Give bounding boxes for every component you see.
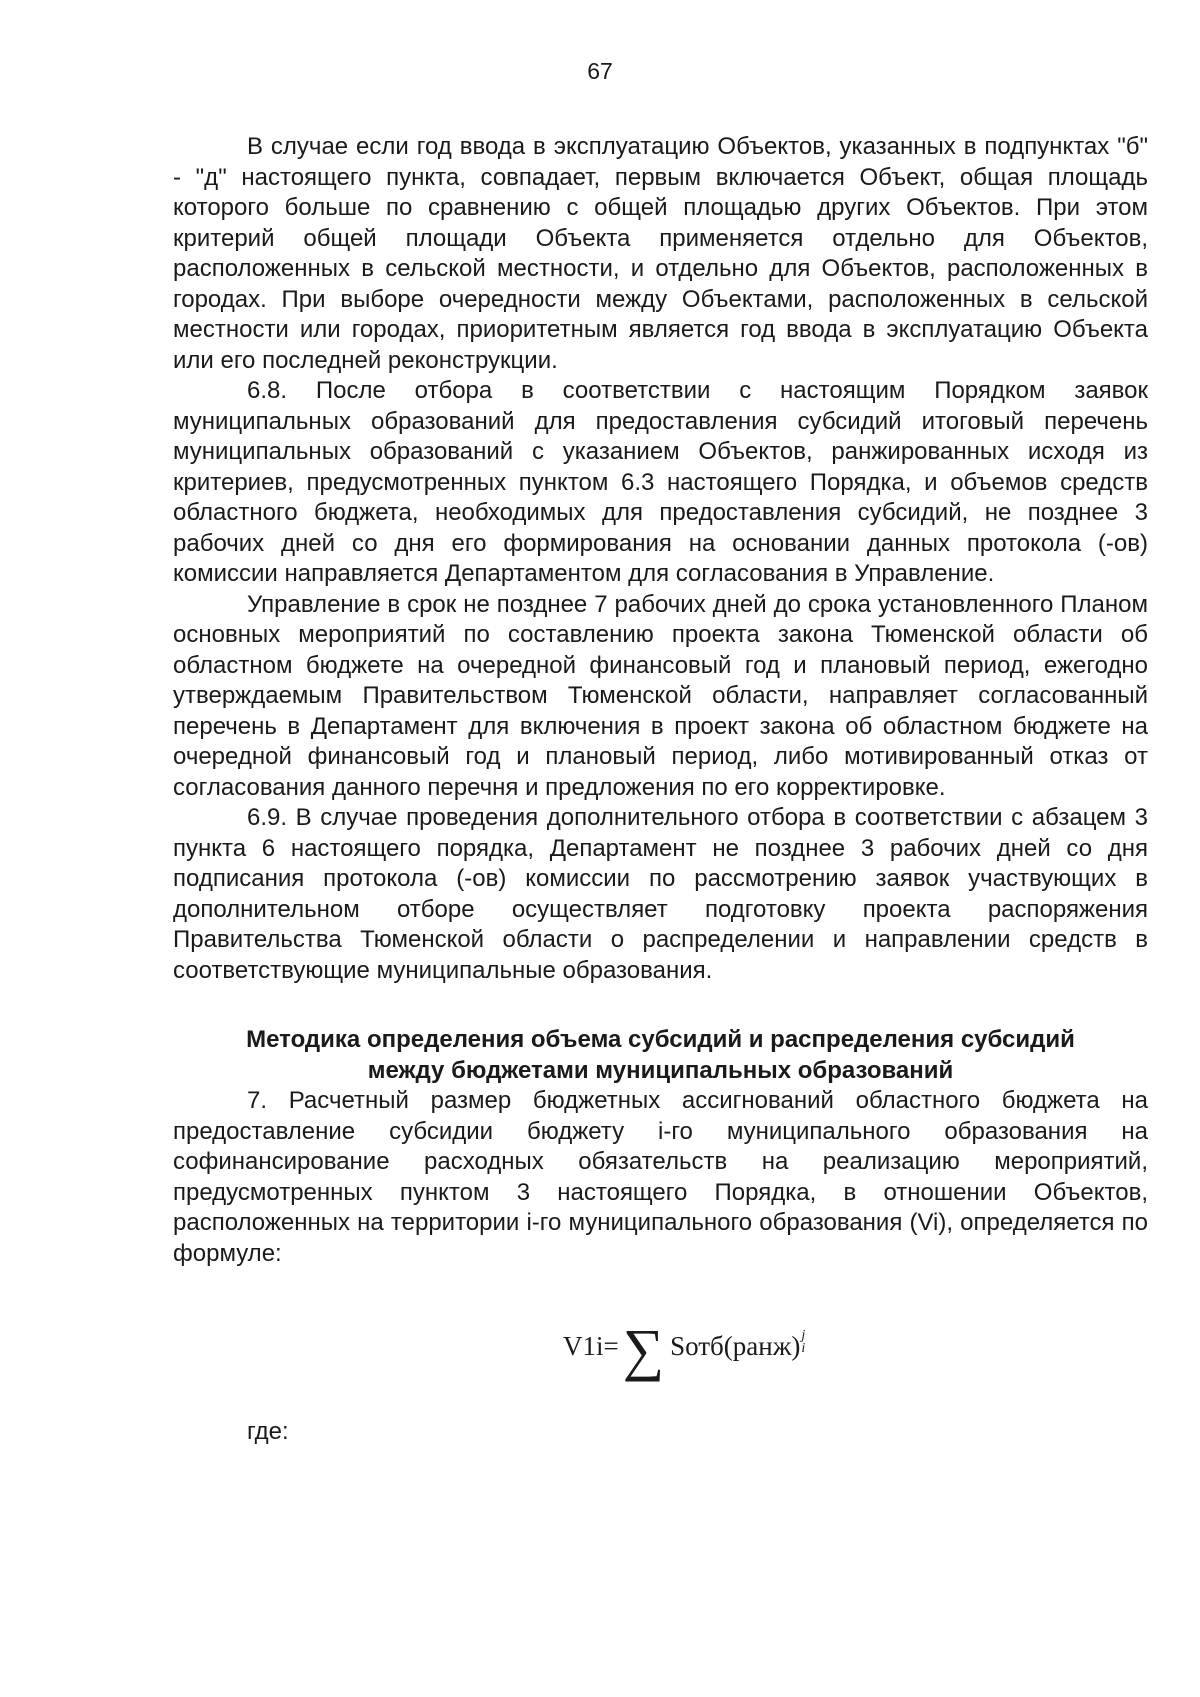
sigma-symbol: ∑: [622, 1317, 665, 1382]
formula-term: Sотб(ранж): [670, 1330, 801, 1361]
formula-subscript: i: [801, 1341, 806, 1356]
formula-lhs: V1i=: [563, 1330, 619, 1361]
paragraph-object-order: В случае если год ввода в эксплуатацию Объектов, указанных в подпунктах "б" - "д" настоящего пункта, совпадает, первым включается Объект, общая площадь которого больше по сравнению с общей площадью других Объектов. При этом критерий общей площади Объекта применяется отдельно для Объектов, расположенных в сельской местности, и отдельно для Объектов, расположенных в городах. При выборе очередности между Объектами, расположенных в сельской местности или городах, приоритетным является год ввода в эксплуатацию Объекта или его последней реконструкции.: [173, 133, 1148, 374]
section-heading: [173, 1024, 1148, 1086]
formula-superscript: j: [801, 1328, 806, 1343]
paragraph-7: 7. Расчетный размер бюджетных ассигнований областного бюджета на предоставление субсидии бюджету i-го муниципального образования на софинансирование расходных обязательств на реализацию мероприятий, предусмотренных пунктом 3 настоящего Порядка, в отношении Объектов, расположенных на территории i-го муниципального образования (Vi), определяется по формуле:: [173, 1087, 1148, 1267]
where-label: где:: [247, 1418, 289, 1445]
paragraph-6-9: 6.9. В случае проведения дополнительного отбора в соответствии с абзацем 3 пункта 6 настоящего порядка, Департамент не позднее 3 рабочих дней со дня подписания протокола (-ов) комиссии по рассмотрению заявок участвующих в дополнительном отборе осуществляет подготовку проекта распоряжения Правительства Тюменской области о распределении и направлении средств в соответствующие муниципальные образования.: [173, 804, 1148, 984]
paragraph-management-approval: Управление в срок не позднее 7 рабочих дней до срока установленного Планом основных мероприятий по составлению проекта закона Тюменской области об областном бюджете на очередной финансовый год и плановый период, ежегодно утверждаемым Правительством Тюменской области, направляет согласованный перечень в Департамент для включения в проект закона об областном бюджете на очередной финансовый год и плановый период, либо мотивированный отказ от согласования данного перечня и предложения по его корректировке.: [173, 590, 1148, 801]
section-heading-line-1: Методика определения объема субсидий и распределения субсидий: [246, 1026, 1075, 1053]
document-body: [173, 132, 1148, 1448]
paragraph-6-8: 6.8. После отбора в соответствии с настоящим Порядком заявок муниципальных образований для предоставления субсидий итоговый перечень муниципальных образований с указанием Объектов, ранжированных исходя из критериев, предусмотренных пунктом 6.3 настоящего Порядка, и объемов средств областного бюджета, необходимых для предоставления субсидий, не позднее 3 рабочих дней со дня его формирования на основании данных протокола (-ов) комиссии направляется Департаментом для согласования в Управление.: [173, 377, 1148, 587]
formula-indices: [801, 1329, 805, 1355]
page-number: 67: [587, 58, 613, 84]
section-heading-line-2: между бюджетами муниципальных образований: [367, 1057, 954, 1084]
formula: [563, 1311, 1148, 1381]
